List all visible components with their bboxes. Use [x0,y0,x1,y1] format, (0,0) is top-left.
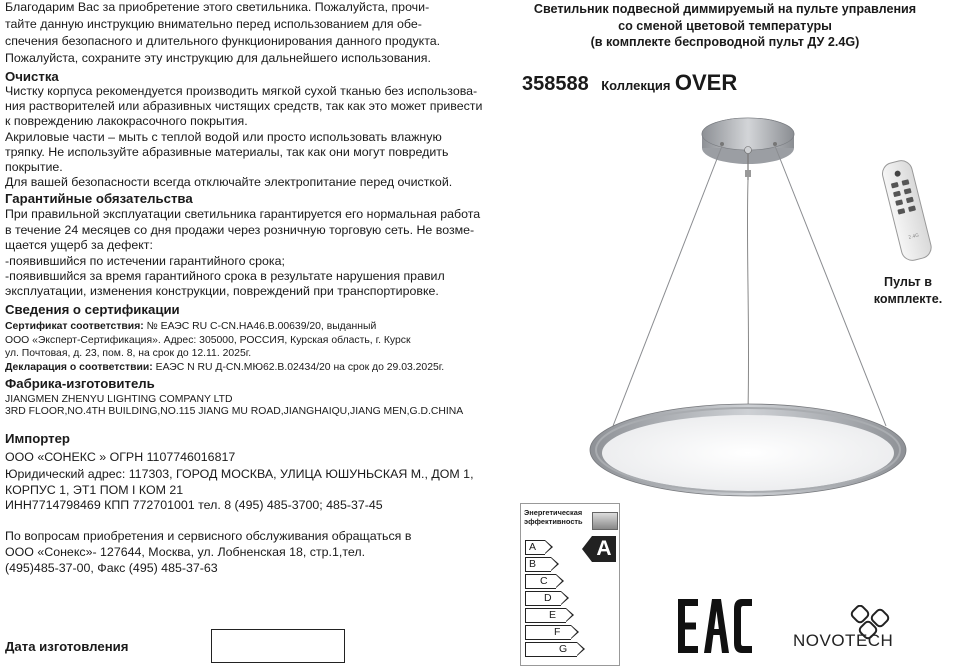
cert-heading: Сведения о сертификации [5,302,180,317]
brand-logo [793,605,968,665]
product-title: Светильник подвесной диммируемый на пульте управления со сменой цветовой температуры (в комплекте беспроводной пульт ДУ 2.4G) [533,2,917,49]
eac-mark-logo [676,597,756,655]
warranty-line: При правильной эксплуатации светильника гарантируется его нормальная работа [5,207,481,221]
energy-class-d: D [525,591,561,606]
cert-line: ул. Почтовая, д. 23, пом. 8, на срок до 12.11. 2025г. [5,348,252,359]
energy-class-f: F [525,625,571,640]
energy-label-bulb-graphic [592,512,618,530]
factory-line: 3RD FLOOR,NO.4TH BUILDING,NO.115 JIANG MU ROAD,JIANGHAIQU,JIANG MEN,G.D.CHINA [5,406,464,417]
cleaning-line: Чистку корпуса рекомендуется производить мягкой сухой тканью без использова- [5,84,478,98]
warranty-heading: Гарантийные обязательства [5,191,193,206]
energy-class-badge: A [582,536,616,562]
cleaning-line: Акриловые части – мыть с теплой водой или просто использовать влажную [5,130,442,144]
article-line [522,70,737,96]
collection-label: Коллекция [601,78,671,93]
warranty-line: щается ущерб за дефект: [5,238,153,252]
manufacture-date-label: Дата изготовления [5,639,129,654]
service-line: По вопросам приобретения и сервисного обслуживания обращаться в [5,529,412,543]
energy-class-g: G [525,642,577,657]
energy-class-e: E [525,608,566,623]
cleaning-line: Для вашей безопасности всегда отключайте электропитание перед очисткой. [5,175,453,189]
intro-line: спечения безопасного и длительного функционирования данного продукта. [5,34,441,48]
cleaning-heading: Очистка [5,69,59,84]
cert-line: Сертификат соответствия: № ЕАЭС RU С-CN.НА46.В.00639/20, выданный [5,321,377,332]
cleaning-line: тряпку. Не используйте абразивные материалы, так как они могут повредить [5,145,449,159]
importer-line: ИНН7714798469 КПП 772701001 тел. 8 (495) 485-3700; 485-37-45 [5,498,383,512]
cert-line: ООО «Эксперт-Сертификация». Адрес: 305000, РОССИЯ, Курская область, г. Курск [5,335,411,346]
manufacture-date-box[interactable] [211,629,345,663]
remote-control-illustration [878,156,940,266]
service-line: ООО «Сонекс»- 127644, Москва, ул. Лобненская 18, стр.1,тел. [5,545,366,559]
warranty-line: -появившийся за время гарантийного срока в результате нарушения правил [5,269,445,283]
remote-caption: Пульт в комплекте. [873,275,943,306]
brand-wordmark: NOVOTECH [793,631,894,650]
intro-line: Пожалуйста, сохраните эту инструкцию для дальнейшего использования. [5,51,431,65]
warranty-line: -появившийся по истечении гарантийного срока; [5,254,285,268]
importer-line: Юридический адрес: 117303, ГОРОД МОСКВА, УЛИЦА ЮШУНЬСКАЯ М., ДОМ 1, [5,467,474,481]
service-line: (495)485-37-00, Факс (495) 485-37-63 [5,561,218,575]
importer-line: ООО «СОНЕКС » ОГРН 1107746016817 [5,450,236,464]
pendant-lamp-illustration [580,110,920,510]
collection-name: OVER [674,70,738,95]
energy-class-c: C [525,574,556,589]
energy-label-title: Энергетическая эффективность [524,508,583,526]
cleaning-line: ния растворителей или абразивных чистящих средств, так как это может привести [5,99,483,113]
factory-heading: Фабрика-изготовитель [5,376,155,391]
cleaning-line: к повреждению лакокрасочного покрытия. [5,114,248,128]
energy-label [520,503,622,668]
factory-line: JIANGMEN ZHENYU LIGHTING COMPANY LTD [5,394,233,405]
importer-line: КОРПУС 1, ЭТ1 ПОМ I КОМ 21 [5,483,184,497]
warranty-line: в течение 24 месяцев со дня продажи через розничную торговую сеть. Не возме- [5,223,475,237]
svg-text:2.4G: 2.4G [908,233,920,241]
cert-line: Декларация о соответствии: ЕАЭС N RU Д-CN.МЮ62.В.02434/20 на срок до 29.03.2025г. [5,362,445,373]
energy-class-b: B [525,557,551,572]
warranty-line: эксплуатации, изменения конструкции, повреждений при транспортировке. [5,284,439,298]
intro-line: Благодарим Вас за приобретение этого светильника. Пожалуйста, прочи- [5,0,430,14]
energy-class-a: A [525,540,545,555]
article-number: 358588 [522,73,589,95]
importer-heading: Импортер [5,431,70,446]
intro-line: тайте данную инструкцию внимательно перед использованием для обе- [5,17,422,31]
cleaning-line: покрытие. [5,160,63,174]
